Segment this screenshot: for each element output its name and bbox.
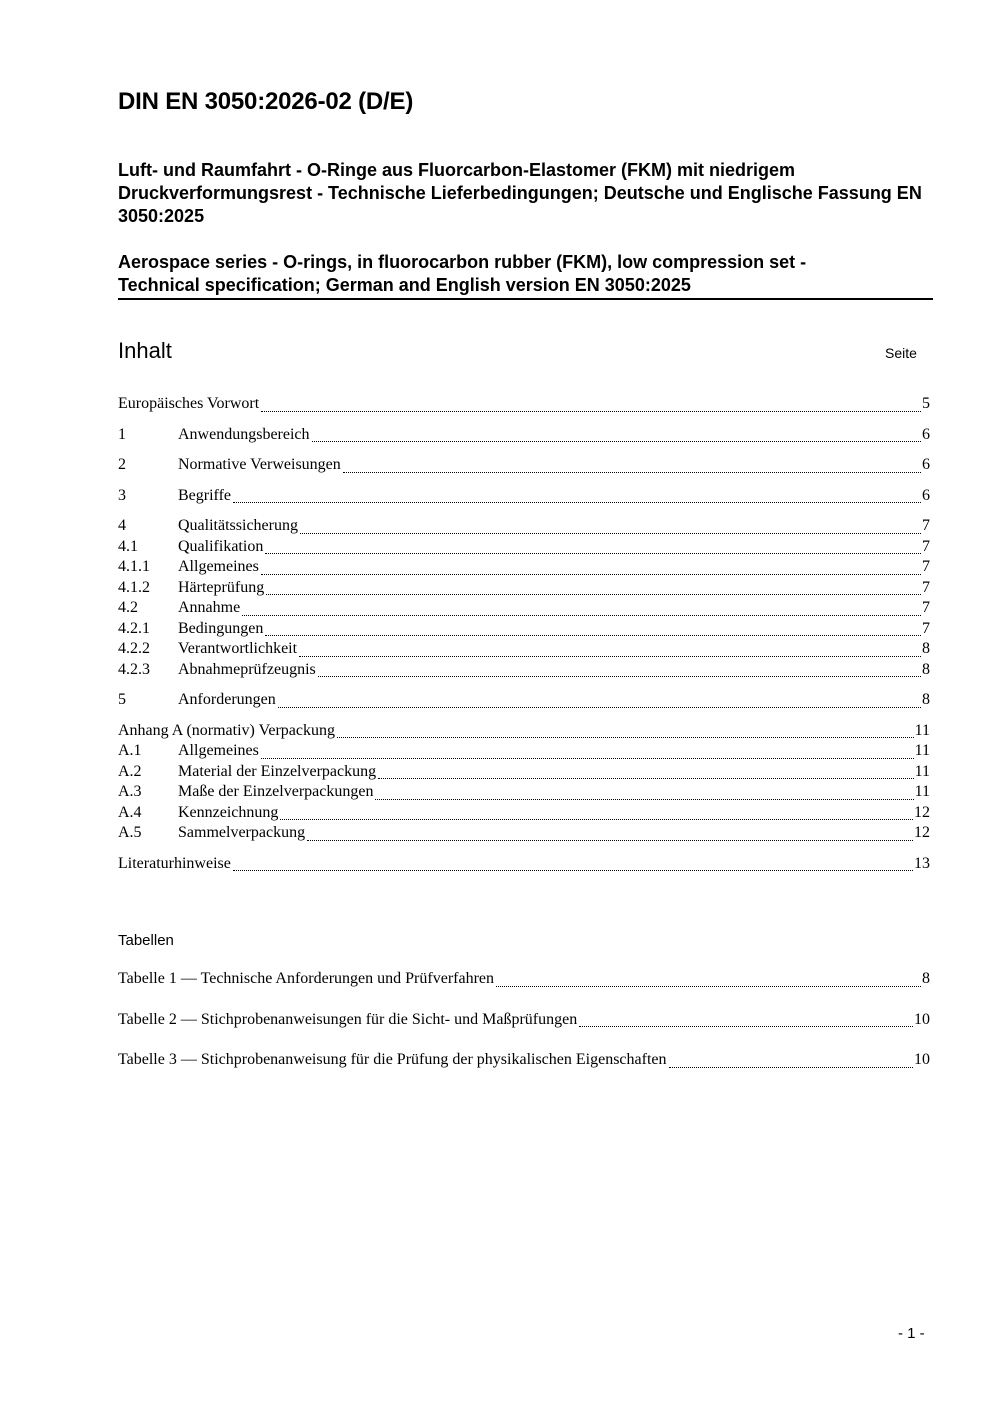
toc-entry-number: 1 (118, 425, 126, 443)
toc-leader (300, 533, 921, 534)
toc-entry[interactable] (118, 537, 930, 558)
toc-entry[interactable] (118, 455, 930, 476)
toc-entry-number: 4.2.3 (118, 660, 150, 678)
toc-entry[interactable] (118, 660, 930, 681)
toc-entry-text: Annahme (178, 599, 241, 616)
toc-entry-page: 8 (922, 640, 930, 657)
toc-entry-page: 8 (922, 691, 930, 708)
toc-entry[interactable] (118, 721, 930, 742)
toc-leader (312, 441, 921, 442)
toc-entry-page: 8 (922, 660, 930, 678)
toc-entry-page: 7 (922, 558, 930, 575)
toc-entry[interactable] (118, 690, 930, 711)
toc-entry-page: 13 (914, 854, 930, 872)
toc-leader (266, 594, 921, 595)
toc-entry[interactable] (118, 425, 930, 446)
page-number: - 1 - (898, 1325, 925, 1342)
toc-leader (261, 574, 921, 575)
toc-entry[interactable] (118, 803, 930, 824)
toc-entry[interactable] (118, 557, 930, 578)
toc-leader (261, 411, 921, 412)
toc-entry-text: Qualifikation (178, 537, 264, 555)
table-entry-text: Tabelle 2 — Stichprobenanweisungen für die Sicht- und Maßprüfungen (118, 1010, 578, 1028)
toc-entry-number: 4 (118, 517, 126, 534)
toc-leader (669, 1067, 913, 1068)
toc-entry-page: 11 (914, 742, 930, 759)
toc-leader (337, 737, 914, 738)
toc-entry-text: Allgemeines (178, 558, 259, 575)
table-entry-page: 8 (922, 970, 930, 987)
toc-entry-text: Qualitätssicherung (178, 517, 298, 534)
toc-entry-number: A.2 (118, 762, 142, 780)
toc-entry[interactable] (118, 619, 930, 640)
toc-entry-text: Abnahmeprüfzeugnis (178, 660, 316, 678)
toc-entry-page: 7 (922, 517, 930, 534)
toc-entry-number: 4.1.1 (118, 558, 150, 575)
toc-entry-number: A.3 (118, 783, 142, 800)
toc-entry-page: 12 (914, 803, 930, 821)
table-entry-page: 10 (914, 1010, 930, 1028)
title-english (118, 251, 933, 300)
toc-entry-text: Allgemeines (178, 742, 259, 759)
toc-entry-text: Material der Einzelverpackung (178, 762, 377, 780)
toc-entry-text: Begriffe (178, 486, 232, 504)
toc-entry[interactable] (118, 823, 930, 844)
table-entry-text: Tabelle 3 — Stichprobenanweisung für die Prüfung der physikalischen Eigenschaften (118, 1051, 667, 1068)
toc-heading: Inhalt (118, 338, 172, 363)
toc-entry-text: Verantwortlichkeit (178, 640, 298, 657)
table-entry[interactable] (118, 1050, 930, 1071)
toc-entry-number: 4.1.2 (118, 578, 150, 596)
table-entry-page: 10 (914, 1051, 930, 1068)
toc-entry-number: 4.1 (118, 537, 138, 555)
toc-entry-text: Sammelverpackung (178, 824, 306, 841)
toc-leader (378, 778, 913, 779)
toc-entry[interactable] (118, 741, 930, 762)
table-entry-text: Tabelle 1 — Technische Anforderungen und Prüfverfahren (118, 970, 494, 987)
toc-entry-text: Literaturhinweise (118, 854, 231, 872)
toc-entry-text: Anwendungsbereich (178, 425, 310, 443)
toc-entry-number: A.4 (118, 803, 142, 821)
toc-entry-number: 4.2.1 (118, 619, 150, 637)
toc-entry-text: Anhang A (normativ) Verpackung (118, 721, 335, 739)
toc-entry-page: 6 (922, 456, 930, 473)
toc-entry-text: Maße der Einzelverpackungen (178, 783, 374, 800)
toc-leader (343, 472, 921, 473)
toc-entry-page: 5 (922, 395, 930, 412)
toc-entry-number: A.1 (118, 742, 142, 759)
toc-leader (242, 615, 921, 616)
tables-heading: Tabellen (118, 932, 174, 949)
toc-entry-page: 7 (922, 578, 930, 596)
toc-leader (579, 1026, 913, 1027)
toc-entry-page: 11 (914, 762, 930, 780)
toc-entry[interactable] (118, 486, 930, 507)
toc-leader (375, 799, 913, 800)
toc-entry-page: 6 (922, 486, 930, 504)
toc-leader (261, 758, 914, 759)
toc-entry-page: 12 (914, 824, 930, 841)
toc-entry[interactable] (118, 762, 930, 783)
toc-entry[interactable] (118, 578, 930, 599)
toc-entry[interactable] (118, 394, 930, 415)
toc-leader (318, 676, 921, 677)
toc-entry[interactable] (118, 854, 930, 875)
toc-entry[interactable] (118, 516, 930, 537)
toc-entry-text: Kennzeichnung (178, 803, 279, 821)
toc-entry-page: 11 (914, 721, 930, 739)
tables-list (118, 969, 930, 1071)
toc-list (118, 394, 930, 874)
toc-entry-number: 2 (118, 456, 126, 473)
toc-entry-page: 7 (922, 599, 930, 616)
toc-entry-page: 7 (922, 537, 930, 555)
title-english-line-1: Aerospace series - O-rings, in fluorocarbon rubber (FKM), low compression set - (118, 252, 807, 272)
toc-entry-page: 11 (914, 783, 930, 800)
toc-entry-number: 4.2.2 (118, 640, 150, 657)
toc-leader (233, 870, 913, 871)
toc-leader (278, 707, 921, 708)
toc-entry-number: A.5 (118, 824, 142, 841)
toc-entry[interactable] (118, 639, 930, 660)
toc-entry-text: Bedingungen (178, 619, 264, 637)
title-english-line-2: Technical specification; German and English version EN 3050:2025 (118, 275, 691, 295)
toc-entry-number: 3 (118, 486, 126, 504)
title-german: Luft- und Raumfahrt - O-Ringe aus Fluorcarbon-Elastomer (FKM) mit niedrigem Druckverformungsrest - Technische Lieferbedingungen; Deutsche und Englische Fassung EN 3050:2025 (118, 160, 922, 226)
toc-entry[interactable] (118, 598, 930, 619)
toc-entry-text: Europäisches Vorwort (118, 395, 260, 412)
toc-entry-page: 6 (922, 425, 930, 443)
toc-entry[interactable] (118, 782, 930, 803)
toc-entry-text: Normative Verweisungen (178, 456, 341, 473)
toc-leader (265, 553, 921, 554)
toc-page-label: Seite (885, 345, 917, 361)
toc-entry-page: 7 (922, 619, 930, 637)
document-id: DIN EN 3050:2026-02 (D/E) (118, 88, 414, 115)
toc-entry-text: Härteprüfung (178, 578, 265, 596)
toc-leader (265, 635, 921, 636)
toc-leader (280, 819, 913, 820)
toc-leader (299, 656, 921, 657)
table-entry[interactable] (118, 1010, 930, 1031)
toc-entry-number: 5 (118, 691, 126, 708)
table-entry[interactable] (118, 969, 930, 990)
toc-entry-number: 4.2 (118, 599, 138, 616)
toc-leader (233, 502, 921, 503)
toc-entry-text: Anforderungen (178, 691, 276, 708)
toc-leader (307, 840, 913, 841)
toc-leader (496, 986, 921, 987)
